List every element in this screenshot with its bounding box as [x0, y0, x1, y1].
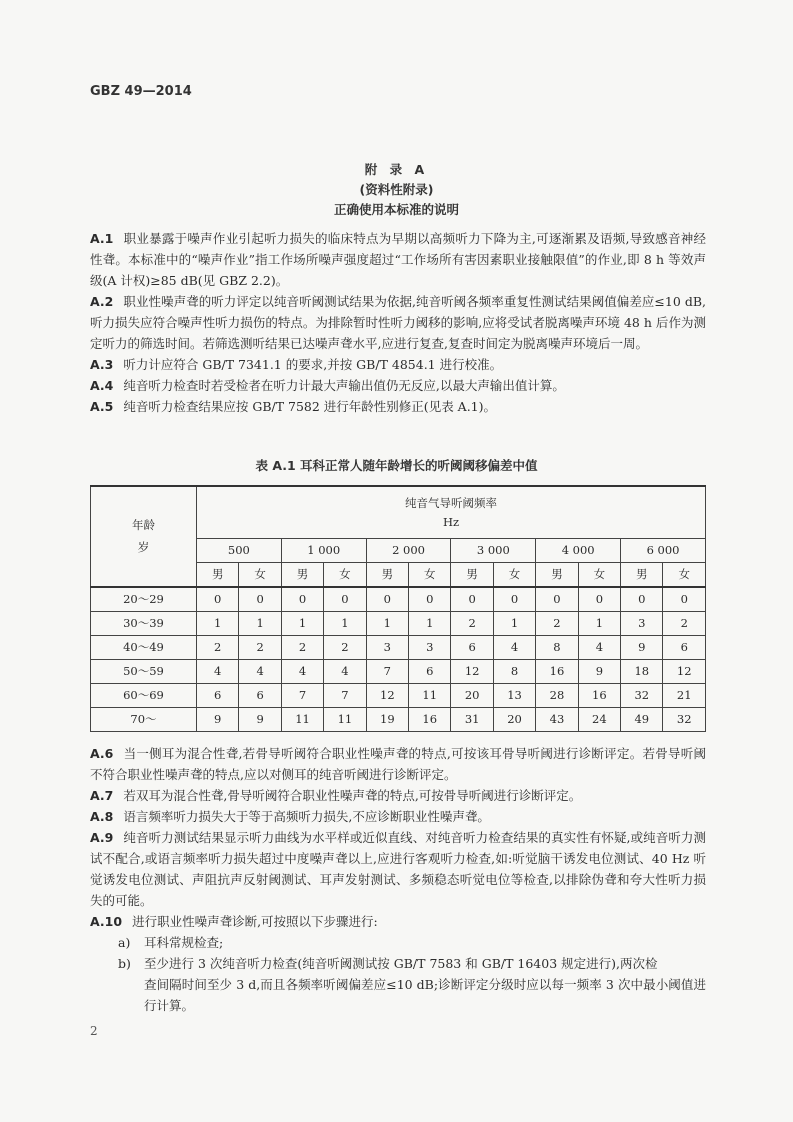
age-group-cell: 60～69	[91, 683, 197, 707]
age-unit: 岁	[137, 540, 150, 555]
female-label: 女	[409, 562, 451, 587]
male-label: 男	[451, 562, 493, 587]
threshold-value-cell: 0	[451, 587, 493, 612]
threshold-value-cell: 6	[451, 635, 493, 659]
threshold-value-cell: 1	[366, 611, 408, 635]
threshold-value-cell: 28	[536, 683, 578, 707]
threshold-value-cell: 1	[197, 611, 239, 635]
threshold-value-cell: 31	[451, 707, 493, 731]
threshold-value-cell: 4	[239, 659, 281, 683]
paragraph-a9	[90, 827, 706, 911]
frequency-3000: 3 000	[451, 538, 536, 562]
paragraph-a3	[90, 354, 706, 375]
clause-text: 进行职业性噪声聋诊断,可按照以下步骤进行:	[132, 914, 378, 929]
threshold-value-cell: 2	[281, 635, 323, 659]
threshold-value-cell: 3	[621, 611, 663, 635]
table-row	[91, 707, 706, 731]
threshold-value-cell: 0	[239, 587, 281, 612]
clause-label: A.7	[90, 788, 114, 803]
clause-label: A.2	[90, 294, 114, 309]
threshold-value-cell: 2	[197, 635, 239, 659]
clause-text: 若双耳为混合性聋,骨导听阈符合职业性噪声聋的特点,可按骨导听阈进行诊断评定。	[123, 788, 582, 803]
frequency-500: 500	[197, 538, 282, 562]
step-text: 耳科常规检查;	[144, 935, 224, 950]
female-label: 女	[324, 562, 366, 587]
threshold-value-cell: 2	[239, 635, 281, 659]
threshold-value-cell: 3	[366, 635, 408, 659]
top-paragraphs	[90, 228, 706, 417]
threshold-value-cell: 0	[536, 587, 578, 612]
threshold-value-cell: 9	[578, 659, 620, 683]
threshold-value-cell: 4	[197, 659, 239, 683]
frequency-6000: 6 000	[621, 538, 706, 562]
threshold-value-cell: 12	[366, 683, 408, 707]
threshold-value-cell: 16	[578, 683, 620, 707]
table-row	[91, 611, 706, 635]
threshold-value-cell: 2	[536, 611, 578, 635]
clause-label: A.10	[90, 914, 123, 929]
threshold-value-cell: 19	[366, 707, 408, 731]
frequency-1000: 1 000	[281, 538, 366, 562]
threshold-value-cell: 6	[663, 635, 706, 659]
frequency-header-cell	[197, 486, 706, 538]
threshold-value-cell: 8	[493, 659, 535, 683]
threshold-value-cell: 0	[621, 587, 663, 612]
threshold-value-cell: 7	[324, 683, 366, 707]
paragraph-a1	[90, 228, 706, 291]
threshold-value-cell: 1	[409, 611, 451, 635]
threshold-value-cell: 1	[324, 611, 366, 635]
age-group-cell: 70～	[91, 707, 197, 731]
age-header-cell	[91, 486, 197, 587]
male-label: 男	[281, 562, 323, 587]
female-label: 女	[493, 562, 535, 587]
step-b	[90, 953, 706, 974]
age-group-cell: 30～39	[91, 611, 197, 635]
female-label: 女	[663, 562, 706, 587]
threshold-value-cell: 0	[324, 587, 366, 612]
clause-text: 纯音听力检查时若受检者在听力计最大声输出值仍无反应,以最大声输出值计算。	[123, 378, 565, 393]
frequency-unit: Hz	[442, 515, 460, 530]
table-body	[91, 587, 706, 732]
clause-text: 语言频率听力损失大于等于高频听力损失,不应诊断职业性噪声聋。	[123, 809, 490, 824]
document-code: GBZ 49—2014	[90, 84, 192, 99]
threshold-value-cell: 11	[324, 707, 366, 731]
paragraph-a4	[90, 375, 706, 396]
threshold-value-cell: 1	[493, 611, 535, 635]
threshold-value-cell: 0	[663, 587, 706, 612]
threshold-value-cell: 6	[409, 659, 451, 683]
threshold-value-cell: 16	[536, 659, 578, 683]
clause-label: A.9	[90, 830, 114, 845]
threshold-value-cell: 49	[621, 707, 663, 731]
table-row	[91, 683, 706, 707]
threshold-value-cell: 21	[663, 683, 706, 707]
threshold-value-cell: 20	[451, 683, 493, 707]
threshold-value-cell: 32	[663, 707, 706, 731]
threshold-value-cell: 4	[281, 659, 323, 683]
frequency-header: 纯音气导听阈频率	[405, 496, 497, 511]
clause-label: A.3	[90, 357, 114, 372]
threshold-value-cell: 2	[451, 611, 493, 635]
threshold-value-cell: 13	[493, 683, 535, 707]
threshold-value-cell: 9	[197, 707, 239, 731]
clause-label: A.5	[90, 399, 114, 414]
threshold-value-cell: 24	[578, 707, 620, 731]
threshold-value-cell: 0	[366, 587, 408, 612]
annex-type: (资料性附录)	[359, 182, 434, 197]
clause-text: 纯音听力检查结果应按 GB/T 7582 进行年龄性别修正(见表 A.1)。	[123, 399, 496, 414]
annex-title: 附 录 A	[364, 162, 429, 177]
threshold-value-cell: 4	[324, 659, 366, 683]
frequency-4000: 4 000	[536, 538, 621, 562]
threshold-value-cell: 1	[578, 611, 620, 635]
threshold-value-cell: 12	[451, 659, 493, 683]
frequency-2000: 2 000	[366, 538, 451, 562]
table-caption: 表 A.1 耳科正常人随年龄增长的听阈阈移偏差中值	[255, 458, 538, 473]
table-row	[91, 635, 706, 659]
threshold-value-cell: 2	[324, 635, 366, 659]
step-a	[90, 932, 706, 953]
table-row	[91, 659, 706, 683]
threshold-value-cell: 32	[621, 683, 663, 707]
threshold-value-cell: 3	[409, 635, 451, 659]
clause-label: A.6	[90, 746, 114, 761]
threshold-value-cell: 20	[493, 707, 535, 731]
threshold-value-cell: 0	[281, 587, 323, 612]
clause-text: 职业性噪声聋的听力评定以纯音听阈测试结果为依据,纯音听阈各频率重复性测试结果阈值偏差应≤10 dB,听力损失应符合噪声性听力损伤的特点。为排除暂时性听力阈移的影响,应将受试者脱离噪声环境 48 h 后作为测定听力的筛选时间。若筛选测听结果已达噪声聋水平,应进行复查,复查时间定为脱离噪声环境后一周。	[90, 294, 706, 351]
step-b-continued: 查间隔时间至少 3 d,而且各频率听阈偏差应≤10 dB;诊断评定分级时应以每一频率 3 次中最小阈值进行计算。	[144, 977, 706, 1013]
hearing-threshold-table	[90, 485, 706, 732]
age-header: 年龄	[132, 518, 155, 533]
threshold-value-cell: 1	[239, 611, 281, 635]
threshold-value-cell: 9	[621, 635, 663, 659]
female-label: 女	[578, 562, 620, 587]
threshold-value-cell: 4	[493, 635, 535, 659]
threshold-value-cell: 6	[197, 683, 239, 707]
threshold-value-cell: 0	[493, 587, 535, 612]
clause-text: 纯音听力测试结果显示听力曲线为水平样或近似直线、对纯音听力检查结果的真实性有怀疑,或纯音听力测试不配合,或语言频率听力损失超过中度噪声聋以上,应进行客观听力检查,如:听觉脑干诱发电位测试、40 Hz 听觉诱发电位测试、声阻抗声反射阈测试、耳声发射测试、多频稳态听觉电位等检查,以排除伪聋和夸大性听力损失的可能。	[90, 830, 706, 908]
threshold-value-cell: 8	[536, 635, 578, 659]
paragraph-a5	[90, 396, 706, 417]
table-header-row	[91, 486, 706, 538]
female-label: 女	[239, 562, 281, 587]
age-group-cell: 20～29	[91, 587, 197, 612]
threshold-value-cell: 16	[409, 707, 451, 731]
paragraph-a7	[90, 785, 706, 806]
threshold-value-cell: 9	[239, 707, 281, 731]
threshold-value-cell: 6	[239, 683, 281, 707]
clause-text: 当一侧耳为混合性聋,若骨导听阈符合职业性噪声聋的特点,可按该耳骨导听阈进行诊断评定。若骨导听阈不符合职业性噪声聋的特点,应以对侧耳的纯音听阈进行诊断评定。	[90, 746, 706, 782]
clause-label: A.8	[90, 809, 114, 824]
threshold-value-cell: 11	[409, 683, 451, 707]
step-text: 至少进行 3 次纯音听力检查(纯音听阈测试按 GB/T 7583 和 GB/T 16403 规定进行),两次检	[144, 956, 658, 971]
step-marker: a)	[118, 935, 131, 950]
threshold-value-cell: 2	[663, 611, 706, 635]
bottom-paragraphs	[90, 743, 706, 1016]
threshold-value-cell: 7	[366, 659, 408, 683]
threshold-value-cell: 12	[663, 659, 706, 683]
threshold-value-cell: 7	[281, 683, 323, 707]
male-label: 男	[621, 562, 663, 587]
threshold-value-cell: 0	[578, 587, 620, 612]
threshold-value-cell: 11	[281, 707, 323, 731]
threshold-value-cell: 0	[409, 587, 451, 612]
male-label: 男	[197, 562, 239, 587]
threshold-value-cell: 1	[281, 611, 323, 635]
age-group-cell: 50～59	[91, 659, 197, 683]
paragraph-a10	[90, 911, 706, 932]
clause-text: 听力计应符合 GB/T 7341.1 的要求,并按 GB/T 4854.1 进行校准。	[123, 357, 503, 372]
threshold-value-cell: 18	[621, 659, 663, 683]
age-group-cell: 40～49	[91, 635, 197, 659]
male-label: 男	[366, 562, 408, 587]
paragraph-a8	[90, 806, 706, 827]
table-row	[91, 587, 706, 612]
annex-name: 正确使用本标准的说明	[333, 202, 459, 217]
paragraph-a6	[90, 743, 706, 785]
threshold-value-cell: 0	[197, 587, 239, 612]
male-label: 男	[536, 562, 578, 587]
step-marker: b)	[118, 956, 131, 971]
clause-text: 职业暴露于噪声作业引起听力损失的临床特点为早期以高频听力下降为主,可逐渐累及语频,导致感音神经性聋。本标准中的“噪声作业”指工作场所噪声强度超过“工作场所有害因素职业接触限值”的作业,即 8 h 等效声级(A 计权)≥85 dB(见 GBZ 2.2)。	[90, 231, 706, 288]
page-number: 2	[90, 1024, 98, 1038]
clause-label: A.4	[90, 378, 114, 393]
threshold-value-cell: 4	[578, 635, 620, 659]
clause-label: A.1	[90, 231, 114, 246]
paragraph-a2	[90, 291, 706, 354]
threshold-value-cell: 43	[536, 707, 578, 731]
